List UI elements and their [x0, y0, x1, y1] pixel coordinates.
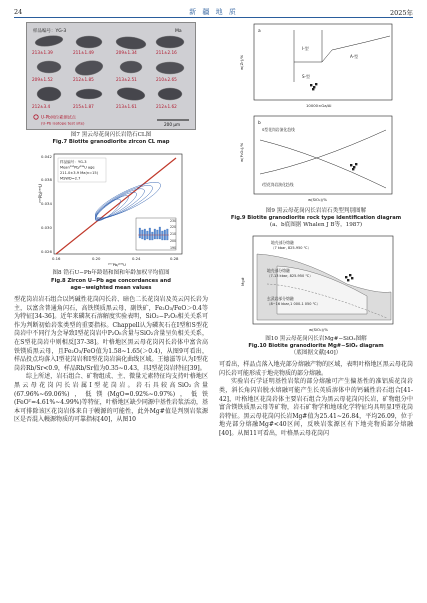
fig7-age: 209±1.34	[116, 50, 137, 55]
fig8-xtick: 0.20	[92, 256, 101, 262]
fig10-ylabel: Mg#	[240, 276, 245, 286]
fig7-caption-cn: 图7 黑云母花岗闪长岩锆石CL图	[70, 132, 152, 138]
fig9b-i-label: I型花岗岩演化趋线	[262, 182, 294, 187]
fig10-diagram	[237, 234, 395, 334]
fig7-scale: 200 μm	[164, 122, 181, 127]
journal-title: 新 疆 地 质	[189, 8, 238, 16]
fig8-ytick: 0.034	[41, 201, 52, 207]
fig7-age: 213±1.39	[32, 50, 53, 55]
fig7-age: 212±3.4	[32, 104, 51, 109]
fig9a-frame	[254, 24, 392, 100]
header-rule	[14, 17, 413, 18]
fig10-caption-src: （底图据文献[40]）	[290, 350, 342, 357]
fig7-grains-row1	[34, 34, 184, 50]
left-paragraph-1: 型花岗岩岩石组合以钙碱性花岗闪长岩、暗色二长花岗岩及英云闪长岩为主，以富含普通角闪石，高铁镁质黑云母，副铁矿，Fe₂O₃/FeO＞0.4等为特征[34-36]。近年来磷灰石溶解度实验表明，SiO₂−P₂O₅相关关系可作为判断初始岩浆类型的重要指标。Chappell认为磷灰石在I型和S型花岗岩中不同行为会导致I型花岗岩中P₂O₅含量与SiO₂含量呈负相关关系，在S型花岗岩中则相反[37-38]。叶格地区黑云母花岗闪长岩体中富含高铁镁质黑云母，且Fe₂O₃/FeO值为1.58~1.65(＞0.4)，从图9可看出，样品投点均落入I型花岗岩和I型花岗岩演化曲线区域。王德滋等认为I型花岗岩Rb/Sr<0.9，样品Rb/Sr值为0.35~0.43，具I型花岗岩特征[39]。	[14, 296, 208, 372]
fig10-field2b: （7-13 kbar, 825-950 ℃）	[267, 273, 313, 278]
fig8-inset-tick: 200	[170, 239, 177, 244]
fig8-inset-tick: 230	[170, 219, 177, 224]
fig10-field3b: （8~16 kbar,1 000-1 050 ℃）	[267, 301, 321, 306]
fig7-grains-row3	[37, 86, 182, 102]
page-number: 24	[14, 8, 23, 16]
fig9-diagram	[236, 22, 396, 206]
fig9a-xlabel: 10000×Ga/Al	[306, 103, 332, 108]
fig8-svg	[36, 150, 186, 268]
fig8-ytick: 0.026	[41, 249, 52, 255]
fig7-sample: 样品编号：YG-3	[33, 29, 67, 34]
fig9-caption-cn: 图9 黑云母花岗闪长岩岩石类型判别图解	[265, 208, 367, 214]
fig7-legend: U-Pb同位素测试点	[41, 114, 76, 120]
fig7-caption	[14, 132, 208, 146]
fig7-svg	[27, 23, 195, 129]
fig9a-a-type: A-型	[350, 54, 359, 59]
right-paragraph-2: 实验岩石学证明基性岩浆的部分熔融可产生偏基性的准铝质花岗岩类，斜长角闪岩脱水熔融可能产生长英质溶体中的钙碱性岩石组合[41-42]，叶格地区花岗岩体主要岩石组合为黑云母花岗闪长岩，矿物组分中富含镁铁质黑云母等矿物，岩石矿物学和地球化学特征均具明显I型花岗岩特征。黑云母花岗闪长岩Mg#值为25.41~26.84，平均26.09，位于地壳部分熔融Mg#<40区间，反映岩浆源区有下地壳物质部分熔融[40]。从图11可看出，叶格黑云母花岗闪	[219, 378, 413, 437]
fig7-age: 210±2.65	[156, 77, 177, 82]
fig8-caption-cn: 图8 锆石U−Pb年龄谐和图和年龄加权平均值图	[52, 270, 170, 277]
fig8-caption-en2: age−weighted mean values	[70, 284, 152, 291]
fig9a-label: a	[258, 29, 261, 34]
fig9a-i-type: I-型	[302, 46, 309, 51]
fig7-caption-en: Fig.7 Biotite granodiorite zircon CL map	[52, 139, 170, 146]
left-column	[14, 22, 208, 425]
fig8-caption	[14, 270, 208, 292]
fig9-caption	[219, 208, 413, 230]
fig9a-s-type: S-型	[302, 74, 310, 79]
fig10-caption	[219, 336, 413, 358]
fig10-field3: 玄武岩部分熔融	[267, 295, 294, 301]
fig9-svg	[236, 22, 396, 206]
fig10-field1: 地壳部分熔融	[271, 239, 294, 245]
fig10-field1b: （7 kbar, 825-950 ℃）	[271, 245, 312, 250]
fig7-legend-en: (U-Pb isotope test site)	[41, 120, 85, 126]
fig8-inset-tick: 220	[170, 225, 177, 230]
fig8-ytick: 0.030	[41, 225, 52, 231]
fig8-xtick: 0.28	[170, 256, 179, 262]
fig8-mean-value: 211.0±3.9 Ma(n=15)	[60, 171, 99, 176]
fig7-age: 211±2.16	[156, 50, 177, 55]
fig10-field2: 地壳部分熔融	[267, 267, 290, 273]
fig10-svg	[237, 234, 395, 334]
fig7-age: 213±1.61	[116, 104, 137, 109]
fig7-age: 212±1.62	[156, 104, 177, 109]
fig9b-ylabel: w(P₂O₅)/%	[239, 142, 244, 162]
fig8-sample: 样品编号：YG-3	[60, 160, 87, 165]
fig10-xlabel: w(SiO₂)/%	[309, 326, 328, 332]
fig8-mswd: MSWD=2.7	[60, 176, 81, 181]
fig8-xlabel: ²⁰⁷Pb/²³⁵U	[108, 262, 126, 268]
fig7-grains-row2	[37, 59, 184, 78]
fig7-cl-image	[26, 22, 196, 130]
fig7-age: 209±1.52	[32, 77, 53, 82]
fig8-ytick: 0.038	[41, 177, 52, 183]
fig9-caption-en: Fig.9 Biotite granodiorite rock type identification diagram	[230, 215, 402, 222]
fig7-unit: Ma	[175, 29, 182, 34]
right-column	[219, 22, 413, 439]
fig8-concordia	[36, 150, 186, 268]
fig9-caption-src: (a、b底图据 Whalen J B等，1987)	[269, 222, 363, 229]
fig8-mean-label: Mean²⁰⁶Pb/²³⁸U age	[60, 165, 95, 170]
fig8-inset-tick: 190	[170, 246, 177, 251]
right-paragraph-1: 可看出，样品点落入地壳部分熔融产物的区域，表明叶格地区黑云母花岗闪长岩可能形成于地壳物质的部分熔融。	[219, 361, 413, 377]
fig9b-label: b	[258, 121, 261, 126]
fig7-age: 211±1.49	[73, 50, 94, 55]
fig7-age: 215±1.87	[73, 104, 94, 109]
fig8-xtick: 0.16	[52, 256, 61, 262]
fig8-ytick: 0.042	[41, 154, 52, 160]
fig9a-ylabel: w(Zr)/%	[239, 54, 244, 70]
fig8-xtick: 0.24	[132, 256, 141, 262]
fig9b-s-label: S型花岗岩演化趋线	[262, 127, 295, 132]
fig8-ylabel: ²⁰⁶Pb/²³⁸U	[38, 184, 43, 204]
fig10-caption-cn: 图10 黑云母花岗闪长岩Mg#−SiO₂图解	[265, 335, 367, 342]
left-paragraph-2: 综上所述，岩石组合、矿物组成、主、微量元素特征均支持叶格地区黑云母花岗闪长岩属I型花岗岩。岩石具较高SiO₂含量(67.96%~69.06%)，低镁(MgO=0.92%~0.97%)，低铁(FeOᵀ=4.61%~4.99%)等特征，叶格地区缺少同源中基性岩浆活动，基本可排除该区花岗岩体来自于幔源的可能性，此外Mg#值是判别岩浆源区是否混入幔源物质的可靠指标[40]，从图10	[14, 373, 208, 424]
fig7-age: 213±2.51	[116, 77, 137, 82]
fig7-age: 212±1.85	[73, 77, 94, 82]
fig8-caption-en: Fig.8 Zircon U−Pb age concordances and	[51, 277, 171, 284]
test-site-icon	[34, 115, 38, 119]
year: 2025年	[389, 9, 413, 17]
fig10-caption-en: Fig.10 Biotite granodiorite Mg#−SiO₂ diagram	[248, 342, 384, 349]
fig8-inset-tick: 210	[170, 232, 177, 237]
fig9b-xlabel: w(SiO₂)/%	[308, 197, 327, 202]
